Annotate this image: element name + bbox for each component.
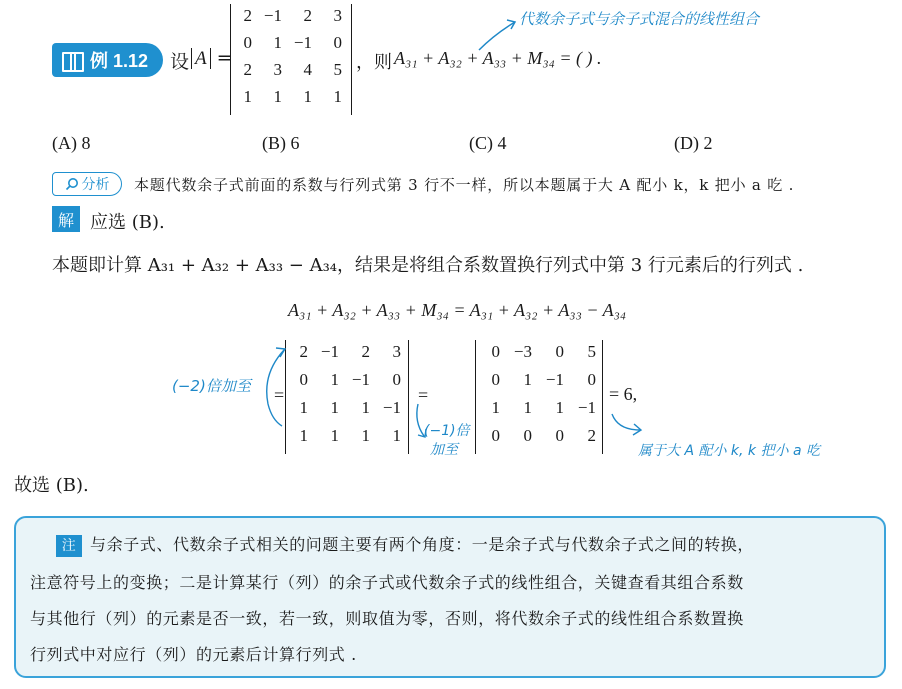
determinant-1-cell: 1 xyxy=(330,370,339,389)
note-row-op-1: (−2)倍加至 xyxy=(172,377,251,395)
solution-answer: 应选 (B). xyxy=(90,212,165,233)
determinant-2-cell: 5 xyxy=(587,342,596,361)
example-matrix-cell: 0 xyxy=(243,33,252,52)
question-tail: ，则 xyxy=(356,52,392,72)
analysis-text: 本题代数余子式前面的系数与行列式第 3 行不一样，所以本题属于大 A 配小 k，k 把小 a 吃 . xyxy=(134,176,795,194)
determinant-2-cell: 1 xyxy=(523,398,532,417)
example-badge xyxy=(52,43,163,77)
determinant-2-cell: 0 xyxy=(555,426,564,445)
determinant-1-cell: 1 xyxy=(299,426,308,445)
determinant-2-cell: −3 xyxy=(513,342,532,361)
determinant-1-cell: 1 xyxy=(299,398,308,417)
determinant-1-cell: 0 xyxy=(392,370,401,389)
note-tag: 注 xyxy=(56,535,82,557)
search-icon xyxy=(65,177,79,191)
determinant-2-cell: 1 xyxy=(555,398,564,417)
determinant-2-cell: −1 xyxy=(577,398,596,417)
determinant-2-cell: 0 xyxy=(523,426,532,445)
note-row-op-2b: 加至 xyxy=(430,442,458,458)
determinant-1-cell: −1 xyxy=(382,398,401,417)
annotation-arrow xyxy=(475,14,525,54)
eq-sign-left: = xyxy=(274,385,285,405)
example-matrix-cell: 2 xyxy=(243,60,252,79)
example-matrix-cell: 1 xyxy=(333,87,342,106)
row-op-arrow-1 xyxy=(258,344,288,434)
example-matrix-cell: −1 xyxy=(293,33,312,52)
example-matrix-cell: 3 xyxy=(273,60,282,79)
note-line-1: 注 与余子式、代数余子式相关的问题主要有两个角度：一是余子式与代数余子式之间的转换， xyxy=(56,532,754,557)
determinant-1-cell: 1 xyxy=(361,398,370,417)
example-matrix-cell: 4 xyxy=(303,60,312,79)
example-matrix-cell: 5 xyxy=(333,60,342,79)
determinant-2-cell: 1 xyxy=(523,370,532,389)
determinant-1-cell: 1 xyxy=(330,426,339,445)
note-line-2: 注意符号上的变换；二是计算某行（列）的余子式或代数余子式的线性组合，关键查看其组合系数 xyxy=(30,573,744,592)
determinant-1-cell: 3 xyxy=(392,342,401,361)
determinant-1-cell: −1 xyxy=(320,342,339,361)
set-text: 设 xyxy=(170,52,190,73)
example-number: 例 1.12 xyxy=(90,51,149,71)
example-matrix-cell: 2 xyxy=(243,6,252,25)
solution-equation: A₃₁ + A₃₂ + A₃₃ + M₃₄ = A₃₁ + A₃₂ + A₃₃ − A₃₄ xyxy=(288,300,627,320)
determinant-1-cell: −1 xyxy=(351,370,370,389)
example-matrix-cell: 1 xyxy=(273,87,282,106)
determinant-1-cell: 1 xyxy=(361,426,370,445)
determinant-2-cell: 2 xyxy=(587,426,596,445)
determinant-2-cell: 0 xyxy=(491,426,500,445)
example-matrix-cell: 1 xyxy=(303,87,312,106)
book-icon xyxy=(62,52,84,68)
determinant-2-cell: 0 xyxy=(491,370,500,389)
determinant-2-cell: 0 xyxy=(555,342,564,361)
example-matrix-cell: 1 xyxy=(243,87,252,106)
result-value: = 6, xyxy=(609,384,638,404)
determinant-1-cell: 1 xyxy=(392,426,401,445)
result-arrow xyxy=(608,410,648,440)
example-matrix-cell: 2 xyxy=(303,6,312,25)
example-matrix-cell: 0 xyxy=(333,33,342,52)
example-matrix-cell: 3 xyxy=(333,6,342,25)
example-matrix-cell: −1 xyxy=(263,6,282,25)
note-box xyxy=(14,516,886,678)
conclusion: 故选 (B). xyxy=(14,475,89,496)
example-matrix-cell: 1 xyxy=(273,33,282,52)
determinant-1-cell: 1 xyxy=(330,398,339,417)
analysis-tag: 分析 xyxy=(52,172,122,196)
determinant-1-cell: 2 xyxy=(299,342,308,361)
determinant-2-cell: −1 xyxy=(545,370,564,389)
note-line-4: 行列式中对应行（列）的元素后计算行列式 . xyxy=(30,645,357,664)
note-row-op-2a: (−1)倍 xyxy=(424,423,470,439)
determinant-2-cell: 1 xyxy=(491,398,500,417)
solution-explanation: 本题即计算 A₃₁ + A₃₂ + A₃₃ − A₃₄，结果是将组合系数置换行列式中第 3 行元素后的行列式 . xyxy=(52,255,804,276)
option-b: (B) 6 xyxy=(262,133,300,153)
note-line-3: 与其他行（列）的元素是否一致，若一致，则取值为零，否则，将代数余子式的线性组合系数置换 xyxy=(30,609,744,628)
note-result: 属于大 A 配小 k, k 把小 a 吃 xyxy=(638,443,820,459)
option-d: (D) 2 xyxy=(674,133,713,153)
determinant-2-cell: 0 xyxy=(491,342,500,361)
determinant-2-cell: 0 xyxy=(587,370,596,389)
option-a: (A) 8 xyxy=(52,133,91,153)
determinant-1-cell: 2 xyxy=(361,342,370,361)
determinant-1-cell: 0 xyxy=(299,370,308,389)
solution-tag: 解 xyxy=(52,206,80,232)
question-expression: A₃₁ + A₃₂ + A₃₃ + M₃₄ = ( ) . xyxy=(394,48,602,68)
option-c: (C) 4 xyxy=(469,133,507,153)
eq-sign-mid: = xyxy=(418,385,429,405)
annotation-text: 代数余子式与余子式混合的线性组合 xyxy=(519,10,760,28)
det-A-label: A = xyxy=(191,47,233,70)
